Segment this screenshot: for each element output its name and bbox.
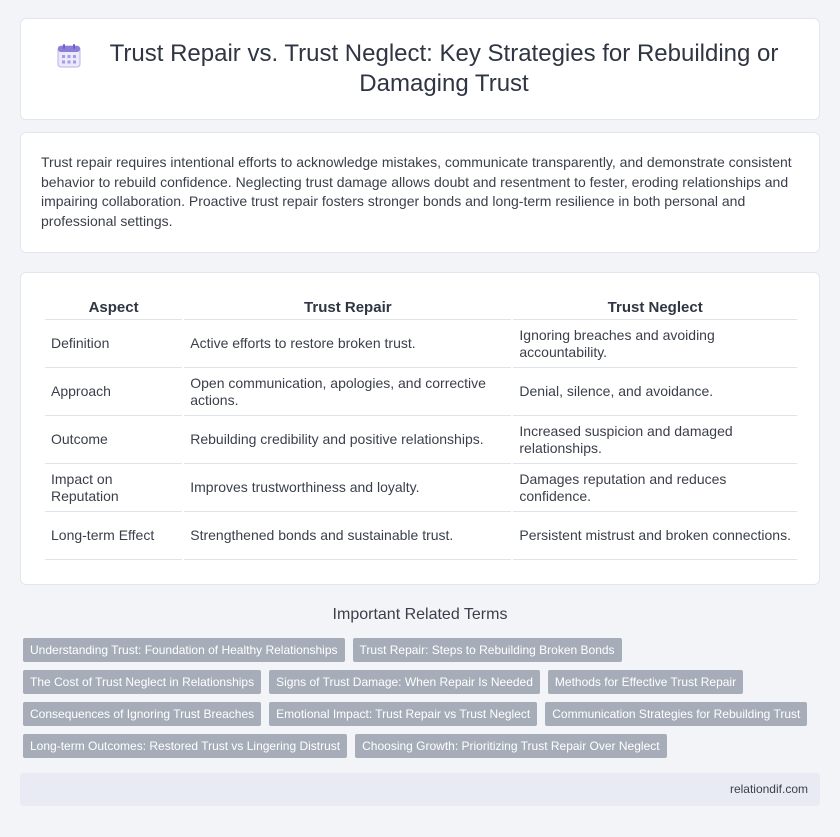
related-term-tag[interactable]: Communication Strategies for Rebuilding Trust xyxy=(545,702,807,726)
tag-row xyxy=(20,702,820,726)
table-cell: Active efforts to restore broken trust. xyxy=(184,320,511,368)
table-cell: Long-term Effect xyxy=(45,512,182,560)
related-term-tag[interactable]: Choosing Growth: Prioritizing Trust Repair Over Neglect xyxy=(355,734,666,758)
table-cell: Rebuilding credibility and positive relationships. xyxy=(184,416,511,464)
related-terms-list xyxy=(20,638,820,766)
header-card xyxy=(20,18,820,120)
table-cell: Approach xyxy=(45,368,182,416)
footer xyxy=(20,773,820,806)
page-title: Trust Repair vs. Trust Neglect: Key Strategies for Rebuilding or Damaging Trust xyxy=(109,40,779,97)
table-header-row xyxy=(45,295,797,320)
related-term-tag[interactable]: Signs of Trust Damage: When Repair Is Needed xyxy=(269,670,540,694)
table-cell: Improves trustworthiness and loyalty. xyxy=(184,464,511,512)
table-cell: Outcome xyxy=(45,416,182,464)
related-terms-title: Important Related Terms xyxy=(332,606,508,623)
column-header: Aspect xyxy=(45,295,182,320)
table-row xyxy=(45,416,797,464)
related-term-tag[interactable]: Methods for Effective Trust Repair xyxy=(548,670,743,694)
related-term-tag[interactable]: Emotional Impact: Trust Repair vs Trust Neglect xyxy=(269,702,537,726)
table-cell: Definition xyxy=(45,320,182,368)
table-row xyxy=(45,512,797,560)
column-header: Trust Neglect xyxy=(513,295,797,320)
table-cell: Damages reputation and reduces confidence. xyxy=(513,464,797,512)
comparison-card xyxy=(20,272,820,585)
tag-row xyxy=(20,670,820,694)
table-cell: Open communication, apologies, and corrective actions. xyxy=(184,368,511,416)
tag-row xyxy=(20,734,820,758)
table-cell: Increased suspicion and damaged relationships. xyxy=(513,416,797,464)
table-cell: Denial, silence, and avoidance. xyxy=(513,368,797,416)
related-term-tag[interactable]: The Cost of Trust Neglect in Relationships xyxy=(23,670,261,694)
table-cell: Impact on Reputation xyxy=(45,464,182,512)
column-header: Trust Repair xyxy=(184,295,511,320)
table-row xyxy=(45,368,797,416)
related-term-tag[interactable]: Understanding Trust: Foundation of Healthy Relationships xyxy=(23,638,345,662)
intro-card xyxy=(20,132,820,253)
related-term-tag[interactable]: Trust Repair: Steps to Rebuilding Broken Bonds xyxy=(353,638,622,662)
related-term-tag[interactable]: Consequences of Ignoring Trust Breaches xyxy=(23,702,261,726)
comparison-table xyxy=(43,295,799,560)
intro-text: Trust repair requires intentional efforts to acknowledge mistakes, communicate transparently, and demonstrate consistent behavior to rebuild confidence. Neglecting trust damage allows doubt and resentment to fester, eroding relationships and impairing collaboration. Proactive trust repair fosters stronger bonds and long-term resilience in both personal and professional settings. xyxy=(41,154,792,229)
calendar-icon xyxy=(56,43,82,69)
table-cell: Persistent mistrust and broken connections. xyxy=(513,512,797,560)
footer-site-link[interactable]: relationdif.com xyxy=(729,782,808,796)
tag-row xyxy=(20,638,820,662)
related-term-tag[interactable]: Long-term Outcomes: Restored Trust vs Lingering Distrust xyxy=(23,734,347,758)
table-row xyxy=(45,320,797,368)
table-cell: Strengthened bonds and sustainable trust. xyxy=(184,512,511,560)
table-cell: Ignoring breaches and avoiding accountability. xyxy=(513,320,797,368)
table-row xyxy=(45,464,797,512)
